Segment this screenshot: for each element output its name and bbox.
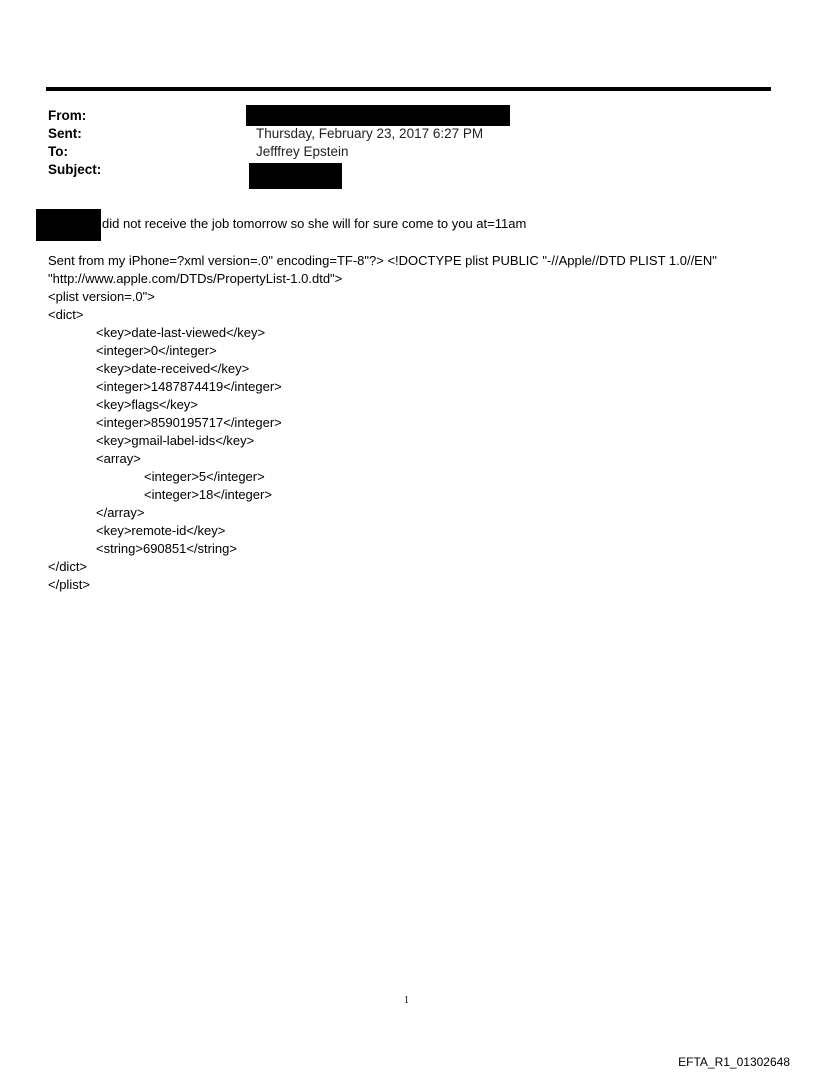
body-line: </plist> (48, 577, 90, 592)
body-line: <integer>5</integer> (144, 469, 265, 484)
body-line: <dict> (48, 307, 84, 322)
subject-redaction (249, 163, 342, 189)
sender-name-redaction (36, 209, 101, 241)
from-label: From: (48, 108, 87, 123)
page-number: 1 (404, 995, 409, 1006)
body-line: <array> (96, 451, 141, 466)
body-line: <string>690851</string> (96, 541, 237, 556)
to-value: Jefffrey Epstein (256, 144, 349, 159)
body-line: Sent from my iPhone=?xml version=.0" encoding=TF-8"?> <!DOCTYPE plist PUBLIC "-//Apple//DTD PLIST 1.0//EN" (48, 253, 717, 268)
sent-value: Thursday, February 23, 2017 6:27 PM (256, 126, 484, 141)
body-line: <plist version=.0"> (48, 289, 155, 304)
body-line: </array> (96, 505, 145, 520)
body-line: <integer>1487874419</integer> (96, 379, 282, 394)
subject-label: Subject: (48, 162, 102, 177)
body-line: <key>flags</key> (96, 397, 198, 412)
body-line: <key>gmail-label-ids</key> (96, 433, 255, 448)
message-text: did not receive the job tomorrow so she will for sure come to you at=11am (102, 216, 527, 231)
bates-number: EFTA_R1_01302648 (678, 1055, 790, 1069)
body-line: <integer>18</integer> (144, 487, 272, 502)
body-line: <integer>8590195717</integer> (96, 415, 282, 430)
body-line: <integer>0</integer> (96, 343, 217, 358)
from-redaction (246, 105, 510, 126)
body-line: <key>date-last-viewed</key> (96, 325, 266, 340)
sent-label: Sent: (48, 126, 82, 141)
body-line: <key>date-received</key> (96, 361, 250, 376)
to-label: To: (48, 144, 68, 159)
body-line: "http://www.apple.com/DTDs/PropertyList-1.0.dtd"> (48, 271, 343, 286)
body-line: <key>remote-id</key> (96, 523, 226, 538)
header-divider (46, 87, 771, 91)
body-line: </dict> (48, 559, 88, 574)
